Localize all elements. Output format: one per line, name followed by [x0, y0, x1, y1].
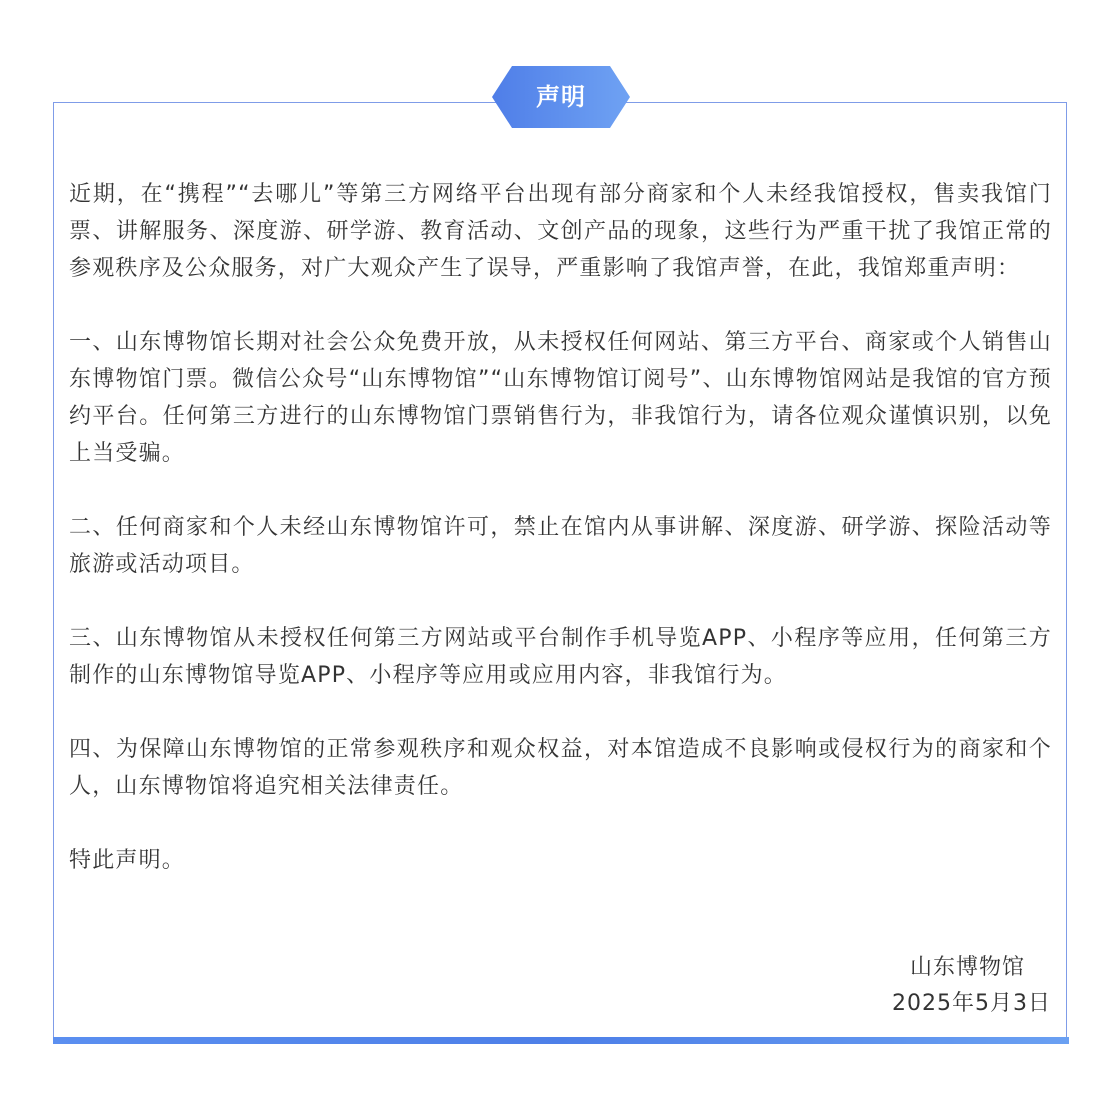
clause-4-paragraph: 四、为保障山东博物馆的正常参观秩序和观众权益，对本馆造成不良影响或侵权行为的商家和个人，山东博物馆将追究相关法律责任。 — [69, 737, 1052, 799]
signature-org: 山东博物馆 — [909, 955, 1025, 980]
clause-2-paragraph: 二、任何商家和个人未经山东博物馆许可，禁止在馆内从事讲解、深度游、研学游、探险活动等旅游或活动项目。 — [69, 515, 1052, 577]
title-badge — [492, 66, 630, 128]
closing-paragraph: 特此声明。 — [69, 848, 186, 873]
bottom-accent-bar — [53, 1037, 1069, 1044]
intro-paragraph: 近期，在“携程”“去哪儿”等第三方网络平台出现有部分商家和个人未经我馆授权，售卖我馆门票、讲解服务、深度游、研学游、教育活动、文创产品的现象，这些行为严重干扰了我馆正常的参观秩序及公众服务，对广大观众产生了误导，严重影响了我馆声誉，在此，我馆郑重声明： — [69, 182, 1052, 281]
clause-3-paragraph: 三、山东博物馆从未授权任何第三方网站或平台制作手机导览APP、小程序等应用，任何第三方制作的山东博物馆导览APP、小程序等应用或应用内容，非我馆行为。 — [69, 626, 1052, 688]
signature-block — [892, 950, 1051, 1022]
page-title: 声明 — [536, 83, 586, 111]
clause-1-paragraph: 一、山东博物馆长期对社会公众免费开放，从未授权任何网站、第三方平台、商家或个人销售山东博物馆门票。微信公众号“山东博物馆”“山东博物馆订阅号”、山东博物馆网站是我馆的官方预约平台。任何第三方进行的山东博物馆门票销售行为，非我馆行为，请各位观众谨慎识别，以免上当受骗。 — [69, 330, 1052, 466]
signature-date: 2025年5月3日 — [892, 991, 1051, 1016]
statement-body — [69, 176, 1052, 916]
